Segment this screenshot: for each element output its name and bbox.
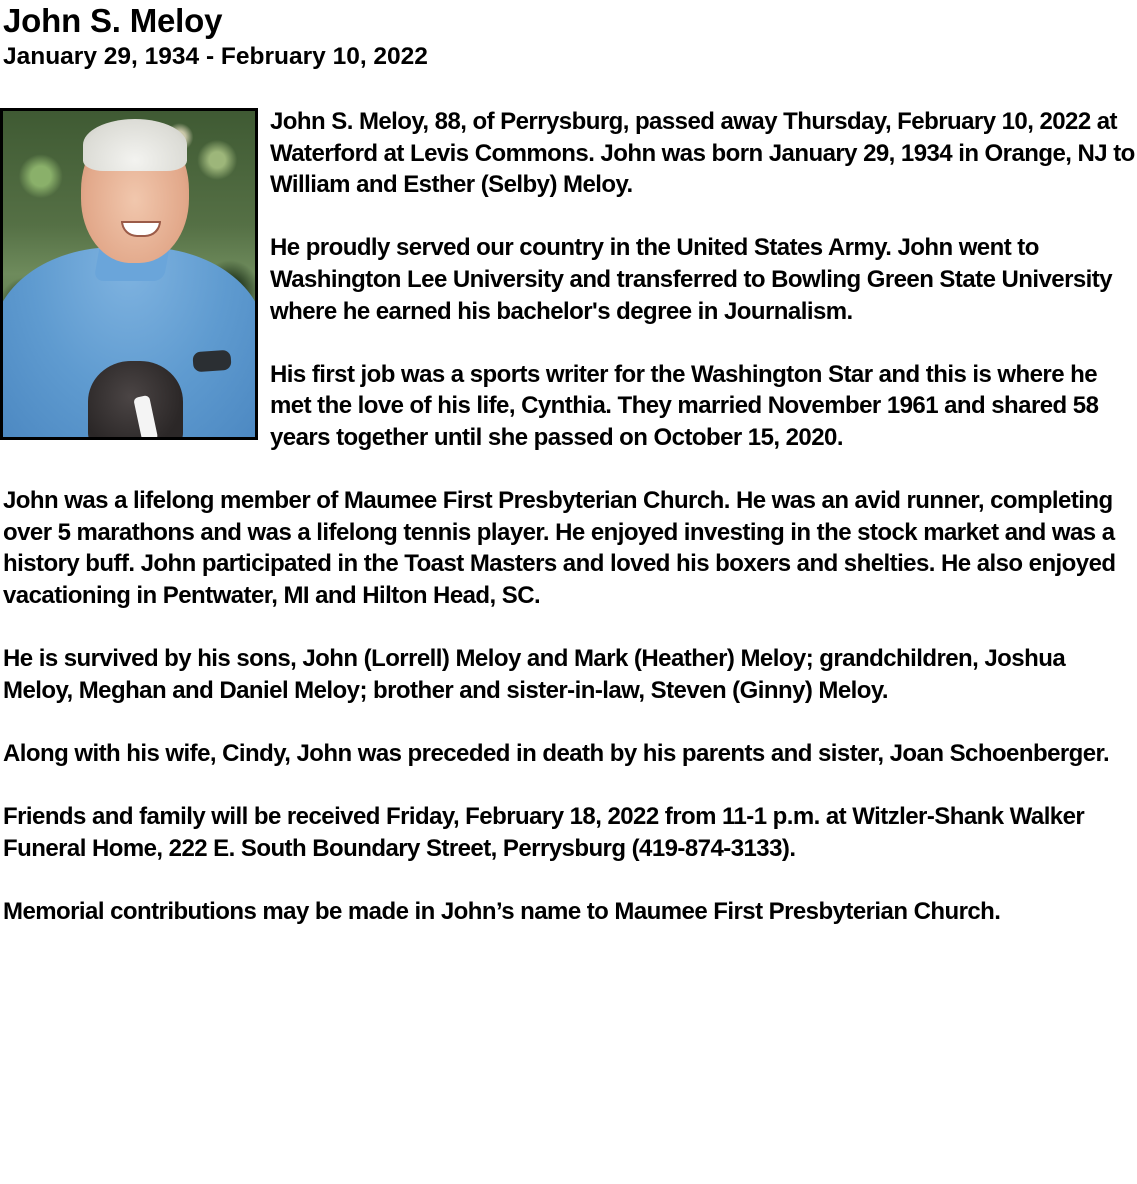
obituary-name: John S. Meloy: [3, 2, 223, 39]
obituary-body: [3, 106, 1137, 927]
photo-pocket-item: [192, 350, 231, 373]
portrait-photo: [0, 108, 258, 440]
life-dates: January 29, 1934 - February 10, 2022: [3, 43, 428, 70]
paragraph-visitation: Friends and family will be received Friday, February 18, 2022 from 11-1 p.m. at Witzler-Shank Walker Funeral Home, 222 E. South Boundary Street, Perrysburg (419-874-3133).: [3, 803, 1085, 862]
paragraph-service-education: He proudly served our country in the United States Army. John went to Washington Lee University and transferred to Bowling Green State University where he earned his bachelor's degree in Journalism.: [270, 234, 1113, 325]
paragraph-death-notice: John S. Meloy, 88, of Perrysburg, passed away Thursday, February 10, 2022 at Waterford at Levis Commons. John was born January 29, 1934 in Orange, NJ to William and Esther (Selby) Meloy.: [270, 108, 1135, 199]
paragraph-career-marriage: His first job was a sports writer for the Washington Star and this is where he met the love of his life, Cynthia. They married November 1961 and shared 58 years together until she passed on October 15, 2020.: [270, 360, 1099, 451]
photo-hair: [83, 119, 187, 171]
paragraph-interests: John was a lifelong member of Maumee First Presbyterian Church. He was an avid runner, completing over 5 marathons and was a lifelong tennis player. He enjoyed investing in the stock market and was a history buff. John participated in the Toast Masters and loved his boxers and shelties. He also enjoyed vacationing in Pentwater, MI and Hilton Head, SC.: [3, 487, 1116, 609]
paragraph-memorial: Memorial contributions may be made in John’s name to Maumee First Presbyterian Church.: [3, 897, 1001, 925]
paragraph-survivors: He is survived by his sons, John (Lorrell) Meloy and Mark (Heather) Meloy; grandchildren, Joshua Meloy, Meghan and Daniel Meloy; brother and sister-in-law, Steven (Ginny) Meloy.: [3, 645, 1066, 704]
paragraph-preceded: Along with his wife, Cindy, John was preceded in death by his parents and sister, Joan Schoenberger.: [3, 739, 1110, 767]
